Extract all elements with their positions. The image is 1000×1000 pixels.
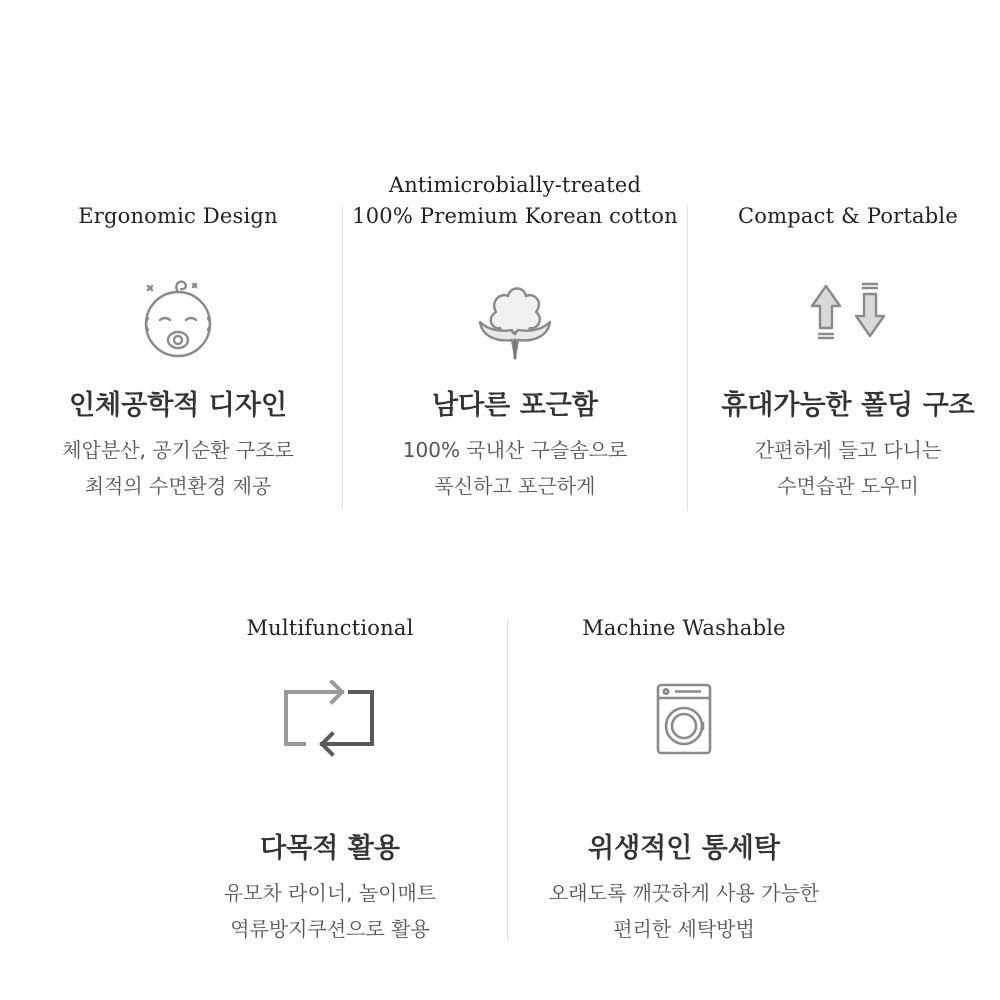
- feature-title: [512, 613, 856, 644]
- swap-arrows-icon: [282, 680, 378, 758]
- feature-ko-desc-line: 수면습관 도우미: [777, 474, 919, 498]
- feature-ko-desc-line: 100% 국내산 구슬솜으로: [402, 438, 628, 462]
- feature-title-line: 100% Premium Korean cotton: [352, 204, 678, 228]
- feature-ko-desc: [170, 875, 490, 947]
- feature-ko-desc-line: 간편하게 들고 다니는: [754, 438, 942, 462]
- feature-ko-desc-line: 역류방지쿠션으로 활용: [230, 917, 430, 941]
- feature-title-line: Compact & Portable: [738, 204, 958, 228]
- feature-multifunctional: [170, 0, 490, 960]
- feature-ko-desc-line: 유모차 라이너, 놀이매트: [223, 881, 437, 905]
- washing-machine-icon: [655, 682, 713, 756]
- feature-ko-title: 남다른 포근함: [432, 390, 598, 421]
- feature-ko-desc: [512, 875, 856, 947]
- feature-title-line: Ergonomic Design: [78, 204, 278, 228]
- feature-title-line: Multifunctional: [246, 616, 414, 640]
- feature-ko-title: 인체공학적 디자인: [68, 390, 288, 421]
- feature-ko-title: 위생적인 통세탁: [588, 833, 780, 864]
- divider-bottom: [507, 620, 508, 940]
- feature-ko-desc-line: 푹신하고 포근하게: [434, 474, 596, 498]
- feature-title: [170, 613, 490, 644]
- feature-ko-desc-line: 오래도록 깨끗하게 사용 가능한: [548, 881, 820, 905]
- feature-machine-washable: [512, 0, 856, 960]
- feature-title-line: Machine Washable: [582, 616, 786, 640]
- feature-ko-title: 휴대가능한 폴딩 구조: [721, 390, 975, 421]
- feature-ko-desc-line: 체압분산, 공기순환 구조로: [62, 438, 294, 462]
- feature-ko-desc-line: 최적의 수면환경 제공: [84, 474, 272, 498]
- feature-title-line: Antimicrobially-treated: [388, 173, 642, 197]
- feature-ko-title: 다목적 활용: [260, 833, 400, 864]
- feature-ko-desc-line: 편리한 세탁방법: [613, 917, 755, 941]
